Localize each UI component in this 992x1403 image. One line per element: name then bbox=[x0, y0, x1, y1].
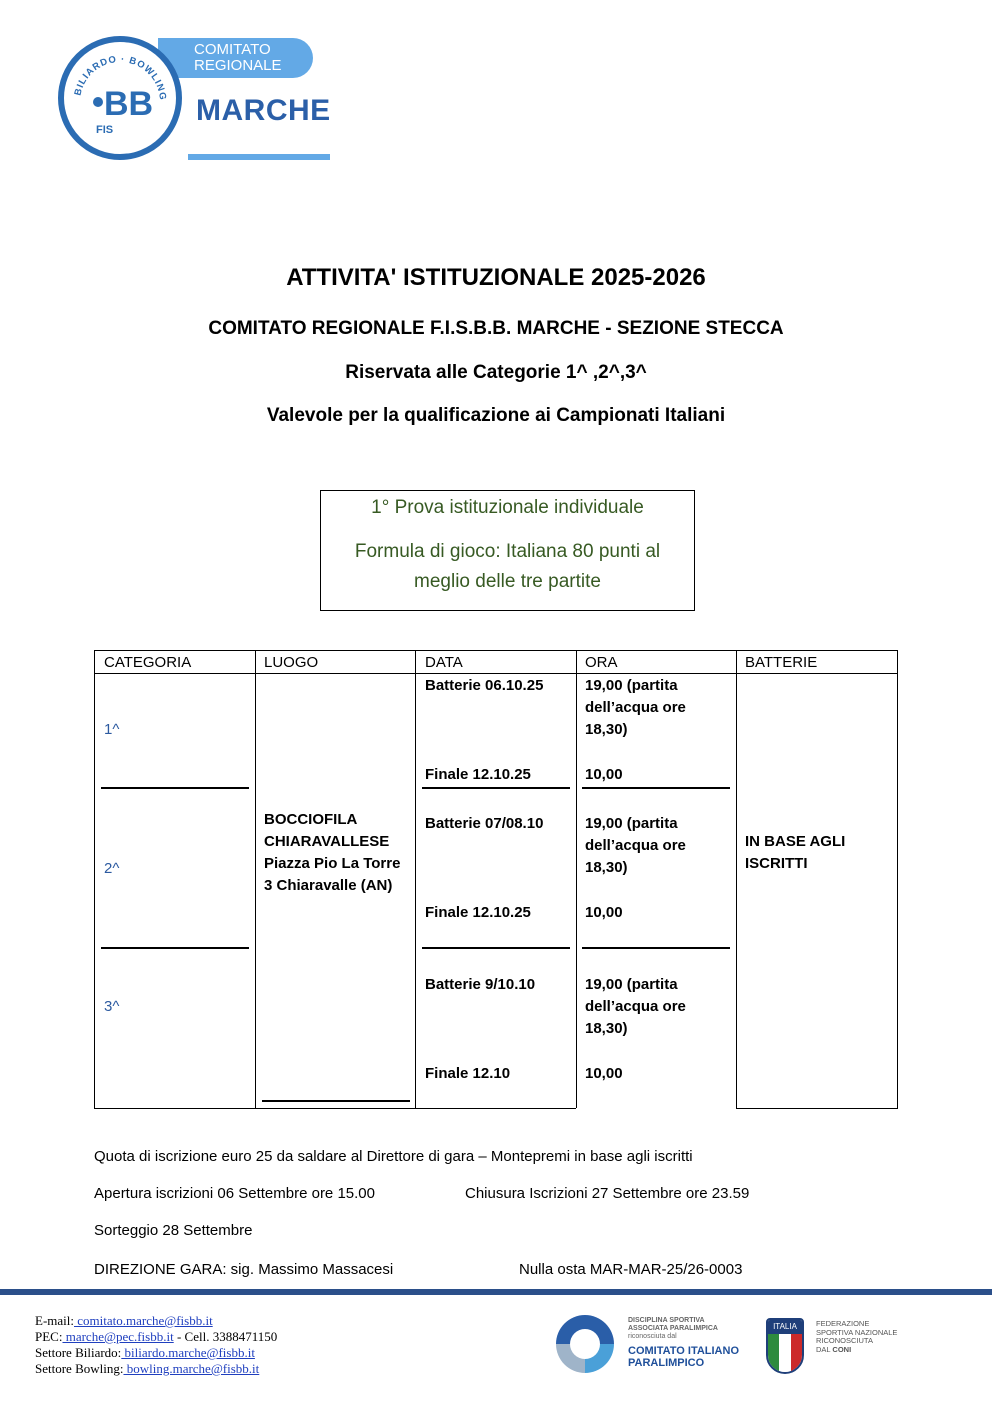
paralympic-committee-logo bbox=[556, 1313, 756, 1373]
row-separator bbox=[582, 787, 730, 789]
category-3: 3^ bbox=[104, 998, 120, 1015]
authorization-number: Nulla osta MAR-MAR-25/26-0003 bbox=[519, 1261, 743, 1278]
row-separator bbox=[422, 787, 570, 789]
committee-heading: COMITATO REGIONALE F.I.S.B.B. MARCHE - SEZIONE STECCA bbox=[208, 318, 784, 339]
footer-rule bbox=[0, 1289, 992, 1295]
logo-region: MARCHE bbox=[196, 94, 331, 127]
fee-note: Quota di iscrizione euro 25 da saldare al Direttore di gara – Montepremi in base agli iscritti bbox=[94, 1148, 693, 1165]
table-divider bbox=[415, 650, 416, 1109]
page-title: ATTIVITA' ISTITUZIONALE 2025-2026 bbox=[286, 264, 706, 291]
finale-time: 10,00 bbox=[585, 766, 623, 783]
schedule-table bbox=[94, 650, 898, 1109]
header-ora: ORA bbox=[585, 654, 618, 671]
logo-pill-line2: REGIONALE bbox=[194, 57, 282, 74]
registration-open: Apertura iscrizioni 06 Settembre ore 15.00 bbox=[94, 1185, 375, 1202]
table-border-right bbox=[897, 650, 898, 1109]
batterie-note-line: ISCRITTI bbox=[745, 855, 808, 872]
batterie-date: Batterie 07/08.10 bbox=[425, 815, 544, 832]
categories-heading: Riservata alle Categorie 1^ ,2^,3^ bbox=[345, 362, 647, 383]
qualification-heading: Valevole per la qualificazione ai Campionati Italiani bbox=[266, 405, 726, 426]
table-divider bbox=[576, 650, 577, 1109]
finale-date: Finale 12.10 bbox=[425, 1065, 511, 1082]
draw-date: Sorteggio 28 Settembre bbox=[94, 1222, 253, 1239]
finale-time: 10,00 bbox=[585, 904, 623, 921]
finale-date: Finale 12.10.25 bbox=[425, 904, 531, 921]
table-border-bottom bbox=[94, 1108, 577, 1109]
bowling-link[interactable]: bowling.marche@fisbb.it bbox=[123, 1361, 260, 1376]
table-border-top bbox=[94, 650, 898, 651]
contact-info bbox=[35, 1313, 277, 1377]
coni-caption-line: SPORTIVA NAZIONALE bbox=[816, 1327, 898, 1337]
row-separator bbox=[422, 947, 570, 949]
table-border-bottom bbox=[736, 1108, 898, 1109]
logo-underline bbox=[188, 154, 330, 160]
finale-time: 10,00 bbox=[585, 1065, 623, 1082]
pec-link[interactable]: marche@pec.fisbb.it bbox=[62, 1329, 174, 1344]
logo-letters: BB bbox=[104, 85, 154, 123]
pec-label: PEC: bbox=[35, 1329, 63, 1344]
batterie-time: 19,00 (partita dell’acqua ore 18,30) bbox=[585, 815, 686, 876]
table-divider bbox=[736, 650, 737, 1109]
pec-line bbox=[35, 1329, 277, 1345]
row-separator bbox=[582, 947, 730, 949]
competition-name: 1° Prova istituzionale individuale bbox=[371, 497, 644, 518]
paralympic-name bbox=[628, 1345, 739, 1369]
category-2: 2^ bbox=[104, 860, 120, 877]
fisbb-marche-logo bbox=[58, 36, 338, 166]
email-label: E-mail: bbox=[35, 1313, 74, 1328]
registration-close: Chiusura Iscrizioni 27 Settembre ore 23.59 bbox=[465, 1185, 750, 1202]
batterie-note bbox=[745, 831, 845, 875]
location-line: CHIARAVALLESE bbox=[264, 833, 390, 850]
coni-name: CONI bbox=[832, 1344, 852, 1354]
email-line bbox=[35, 1313, 277, 1329]
italia-shield-icon bbox=[766, 1318, 804, 1374]
header-data: DATA bbox=[425, 654, 463, 671]
logo-emblem bbox=[58, 36, 182, 160]
paralympic-name-line: PARALIMPICO bbox=[628, 1357, 705, 1369]
batterie-date: Batterie 9/10.10 bbox=[425, 976, 536, 993]
biliardo-label: Settore Biliardo: bbox=[35, 1345, 122, 1360]
bowling-label: Settore Bowling: bbox=[35, 1361, 124, 1376]
coni-caption bbox=[816, 1320, 897, 1354]
header-batterie: BATTERIE bbox=[745, 654, 818, 671]
paralympic-caption-line: DISCIPLINA SPORTIVA bbox=[628, 1317, 705, 1324]
location-underline bbox=[262, 1100, 410, 1102]
bowling-line bbox=[35, 1361, 277, 1377]
email-link[interactable]: comitato.marche@fisbb.it bbox=[74, 1313, 213, 1328]
location bbox=[264, 809, 400, 897]
coni-caption-line bbox=[816, 1346, 897, 1355]
category-separator bbox=[101, 787, 249, 789]
race-director: DIREZIONE GARA: sig. Massimo Massacesi bbox=[94, 1261, 394, 1278]
coni-caption-line: FEDERAZIONE bbox=[816, 1319, 870, 1328]
coni-prefix: DAL bbox=[816, 1344, 831, 1354]
location-line: 3 Chiaravalle (AN) bbox=[264, 877, 393, 894]
header-luogo: LUOGO bbox=[264, 654, 319, 671]
logo-pill bbox=[158, 38, 313, 78]
location-line: Piazza Pio La Torre bbox=[264, 855, 401, 872]
biliardo-link[interactable]: biliardo.marche@fisbb.it bbox=[121, 1345, 255, 1360]
biliardo-line bbox=[35, 1345, 277, 1361]
logo-pill-line1: COMITATO bbox=[194, 41, 271, 58]
batterie-date: Batterie 06.10.25 bbox=[425, 677, 544, 694]
paralympic-swirl-icon bbox=[556, 1315, 614, 1373]
category-1: 1^ bbox=[104, 721, 120, 738]
competition-info-box bbox=[320, 490, 695, 611]
game-format: Formula di gioco: Italiana 80 punti al meglio delle tre partite bbox=[354, 541, 661, 592]
logo-fis: FIS bbox=[96, 124, 114, 136]
coni-logo bbox=[766, 1318, 906, 1378]
category-separator bbox=[101, 947, 249, 949]
finale-date: Finale 12.10.25 bbox=[425, 766, 531, 783]
shield-label: ITALIA bbox=[768, 1320, 802, 1334]
table-border-left bbox=[94, 650, 95, 1109]
paralympic-caption-line: ASSOCIATA PARALIMPICA bbox=[628, 1325, 718, 1332]
location-line: BOCCIOFILA bbox=[264, 811, 358, 828]
table-divider bbox=[255, 650, 256, 1109]
phone-number: - Cell. 3388471150 bbox=[173, 1329, 278, 1344]
paralympic-caption bbox=[628, 1317, 718, 1341]
coni-caption-line: RICONOSCIUTA bbox=[816, 1336, 873, 1345]
paralympic-name-line: COMITATO ITALIANO bbox=[628, 1345, 740, 1357]
header-categoria: CATEGORIA bbox=[104, 654, 192, 671]
logo-circle-text: BILIARDO · BOWLING bbox=[72, 53, 169, 102]
batterie-note-line: IN BASE AGLI bbox=[745, 833, 846, 850]
batterie-time: 19,00 (partita dell’acqua ore 18,30) bbox=[585, 976, 686, 1037]
paralympic-caption-line: riconosciuta dal bbox=[628, 1333, 677, 1340]
batterie-time: 19,00 (partita dell’acqua ore 18,30) bbox=[585, 677, 686, 738]
